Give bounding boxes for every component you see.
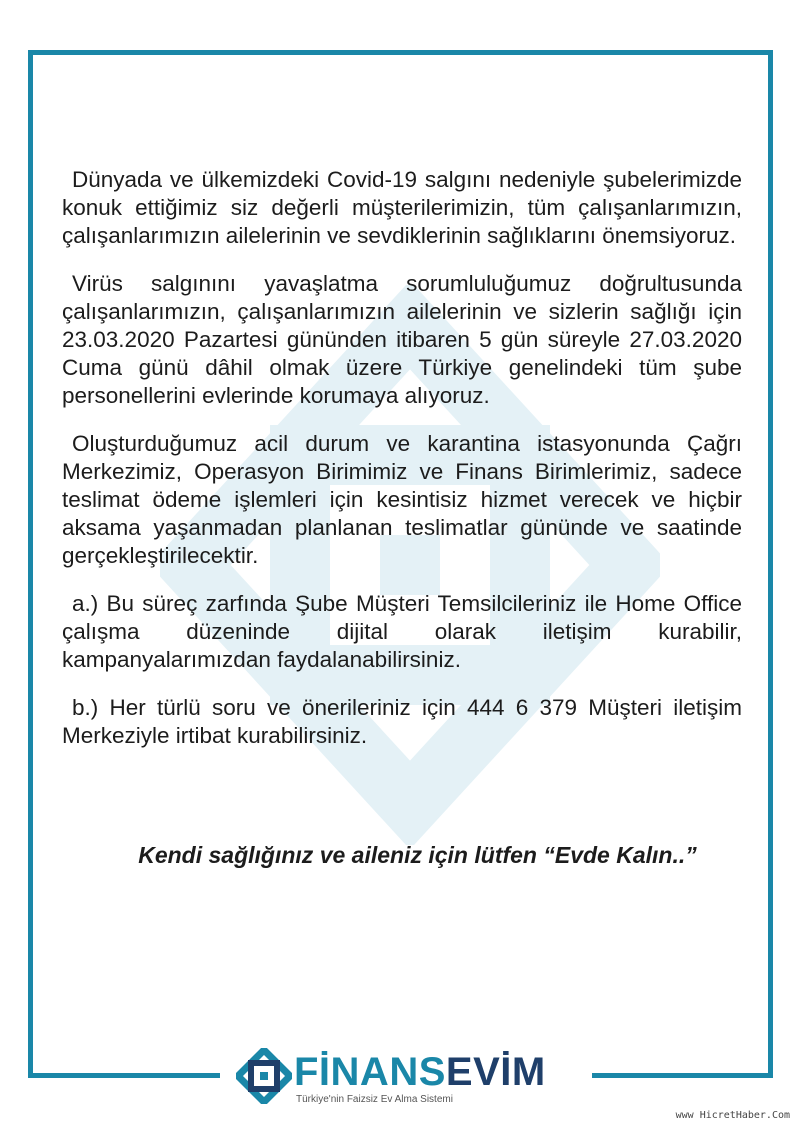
finansevim-emblem-icon [236,1048,292,1104]
logo-word-finans: FİNANS [294,1050,446,1094]
frame-right-border [768,50,773,1078]
closing-message: Kendi sağlığınız ve aileniz için lütfen “Evde Kalın..” [138,842,697,868]
finansevim-logo [236,1046,566,1108]
paragraph-covid-intro: Dünyada ve ülkemizdeki Covid-19 salgını nedeniyle şubelerimizde konuk ettiğimiz siz değerli müşterilerimizin, tüm çalışanlarımızın, çalışanlarımızın ailelerinin ve sevdiklerinin sağlıklarını önemsiyoruz. [62,167,742,248]
logo-tagline: Türkiye'nin Faizsiz Ev Alma Sistemi [296,1094,453,1105]
frame-top-border [28,50,773,55]
paragraph-item-a: a.) Bu süreç zarfında Şube Müşteri Temsilcileriniz ile Home Office çalışma düzeninde dijital olarak iletişim kurabilir, kampanyalarımızdan faydalanabilirsiniz. [62,591,742,672]
logo-wordmark [294,1049,546,1095]
paragraph-staff-protection: Virüs salgınını yavaşlatma sorumluluğumuz doğrultusunda çalışanlarımızın, çalışanlarımızın ailelerinin ve sizlerin sağlığı için 23.03.2020 Pazartesi gününden itibaren 5 gün süreyle 27.03.2020 Cuma günü dâhil olmak üzere Türkiye genelindeki tüm şube personellerini evlerinde korumaya alıyoruz. [62,271,742,408]
paragraph-item-b: b.) Her türlü soru ve önerileriniz için 444 6 379 Müşteri iletişim Merkeziyle irtibat kurabilirsiniz. [62,695,742,748]
frame-left-border [28,50,33,1078]
source-credit: www HicretHaber.Com [675,1110,790,1121]
frame-bottom-right-border [592,1073,773,1078]
logo-word-evim: EVİM [445,1050,546,1094]
letter-body [62,166,742,770]
paragraph-emergency-station: Oluşturduğumuz acil durum ve karantina istasyonunda Çağrı Merkezimiz, Operasyon Birimimiz ve Finans Birimlerimiz, sadece teslimat ödeme işlemleri için kesintisiz hizmet verecek ve hiçbir aksama yaşanmadan planlanan teslimatlar gününde ve saatinde gerçekleştirilecektir. [62,431,742,568]
frame-bottom-left-border [28,1073,220,1078]
